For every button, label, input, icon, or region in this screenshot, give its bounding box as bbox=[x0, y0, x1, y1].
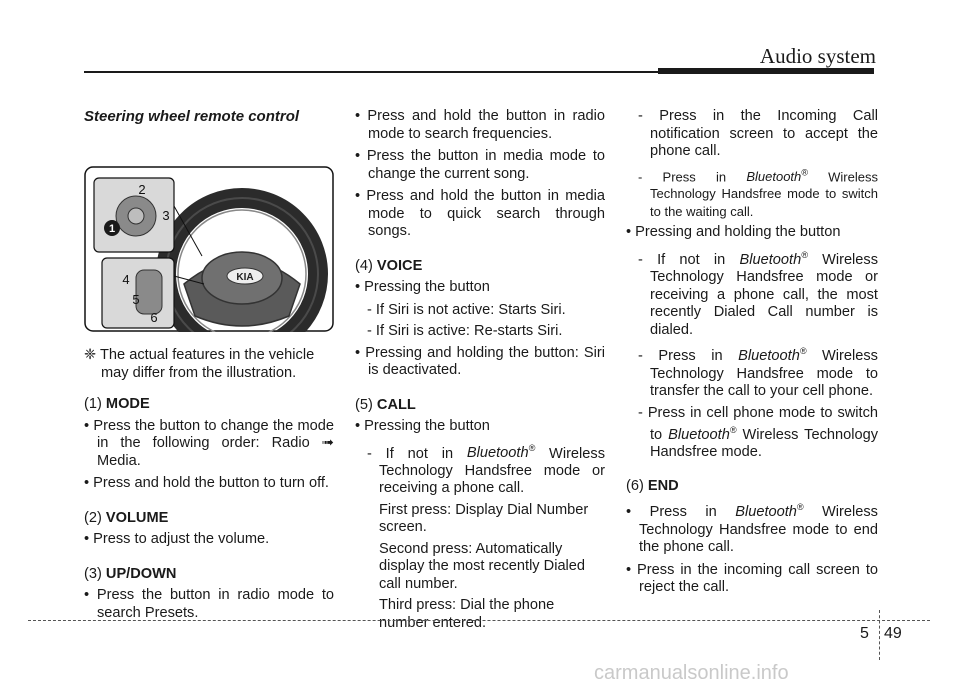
header-title: Audio system bbox=[759, 44, 876, 68]
voice-bullet-2: • Pressing and holding the button: Siri is deactivated. bbox=[355, 344, 605, 378]
volume-heading: (2) VOLUME bbox=[84, 509, 169, 526]
updown-bullet-1: • Press the button in radio mode to search Presets. bbox=[84, 587, 334, 621]
call-bullet-2: • Pressing and holding the button bbox=[626, 224, 841, 241]
updown-bullet-4: • Press and hold the button in media mode to quick search through songs. bbox=[355, 188, 605, 239]
voice-bullet-1: • Pressing the button bbox=[355, 279, 490, 295]
svg-text:KIA: KIA bbox=[236, 271, 254, 283]
call-bullet-1: • Pressing the button bbox=[355, 418, 490, 434]
bluetooth-brand: Bluetooth® bbox=[738, 346, 807, 365]
mode-heading: (1) MODE bbox=[84, 396, 150, 412]
call-press-2: Second press: Automatically display the most recently Dialed call number. bbox=[379, 540, 586, 592]
figure-label-4: 4 bbox=[122, 271, 130, 287]
voice-sub-1: - If Siri is not active: Starts Siri. bbox=[367, 301, 566, 318]
bluetooth-brand: Bluetooth® bbox=[739, 249, 808, 268]
figure-label-2: 2 bbox=[138, 181, 146, 197]
end-bullet-2: • Press in the incoming call screen to reject the call. bbox=[626, 561, 878, 596]
figure-label-3: 3 bbox=[162, 207, 170, 223]
call-sub-5: - Press in Bluetooth® Wireless Technology Handsfree mode to transfer the call to your cell phone. bbox=[638, 346, 878, 400]
updown-bullet-2: • Press and hold the button in radio mode to search frequencies. bbox=[355, 108, 605, 142]
call-sub-1: - If not in Bluetooth® Wireless Technology Handsfree mode or receiving a phone call. bbox=[367, 443, 605, 497]
call-press-3: Third press: Dial the phone number entered. bbox=[379, 597, 555, 631]
footer-rule bbox=[28, 620, 930, 621]
call-sub-3: - Press in Bluetooth® Wireless Technology Handsfree mode to switch to the waiting call. bbox=[638, 167, 878, 219]
end-bullet-1: • Press in Bluetooth® Wireless Technology Handsfree mode to end the phone call. bbox=[626, 502, 878, 556]
bluetooth-brand: Bluetooth® bbox=[466, 443, 536, 462]
call-sub-6: - Press in cell phone mode to switch to Bluetooth® Wireless Technology Handsfree mode. bbox=[638, 404, 878, 461]
bluetooth-brand: Bluetooth® bbox=[746, 167, 808, 184]
page-number: 49 bbox=[884, 625, 902, 642]
voice-sub-2: - If Siri is active: Re-starts Siri. bbox=[367, 323, 563, 339]
call-heading: (5) CALL bbox=[355, 396, 416, 413]
footer-divider bbox=[879, 610, 880, 660]
watermark: carmanualsonline.info bbox=[594, 662, 789, 684]
end-heading: (6) END bbox=[626, 477, 679, 494]
bluetooth-brand: Bluetooth® bbox=[735, 502, 804, 521]
call-sub-4: - If not in Bluetooth® Wireless Technology Handsfree mode or receiving a phone call, the most recently Dialed Call number is dialed. bbox=[638, 249, 879, 338]
figure-label-1: 1 bbox=[108, 222, 116, 235]
mode-bullet-1: • Press the button to change the mode in the following order: Radio ➟ Media. bbox=[84, 417, 334, 469]
section-number: 5 bbox=[860, 625, 869, 642]
section-title: Steering wheel remote control bbox=[84, 108, 300, 125]
volume-bullet-1: • Press to adjust the volume. bbox=[84, 531, 270, 547]
bluetooth-brand: Bluetooth® bbox=[668, 425, 737, 443]
mode-bullet-2: • Press and hold the button to turn off. bbox=[84, 475, 329, 491]
call-press-1: First press: Display Dial Number screen. bbox=[379, 501, 589, 536]
call-sub-2: - Press in the Incoming Call notification screen to accept the phone call. bbox=[638, 108, 878, 159]
updown-bullet-3: • Press the button in media mode to change the current song. bbox=[355, 148, 605, 182]
illustration-note: ❈ The actual features in the vehicle may differ from the illustration. bbox=[84, 347, 315, 381]
figure-label-6: 6 bbox=[150, 309, 158, 325]
figure-label-5: 5 bbox=[132, 291, 140, 307]
column-2 bbox=[355, 108, 605, 636]
updown-heading: (3) UP/DOWN bbox=[84, 565, 177, 582]
column-3 bbox=[626, 108, 878, 602]
steering-wheel-illustration bbox=[84, 166, 334, 332]
header-accent-bar bbox=[658, 68, 874, 74]
voice-heading: (4) VOICE bbox=[355, 257, 423, 274]
column-1 bbox=[84, 108, 334, 627]
